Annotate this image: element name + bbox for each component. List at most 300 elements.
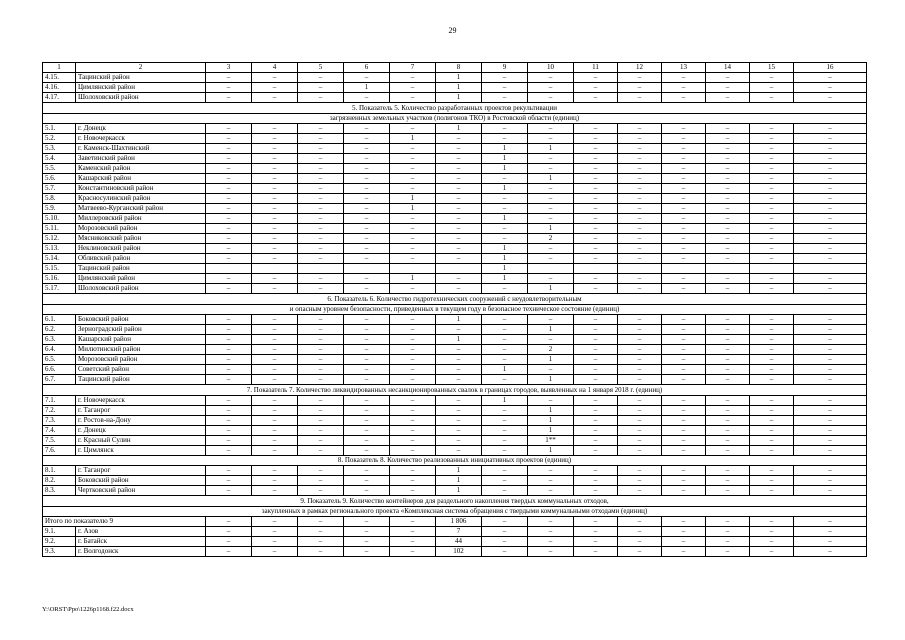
value-cell: –: [750, 445, 794, 455]
municipality-name: Морозовский район: [76, 355, 206, 365]
value-cell: 1**: [528, 435, 574, 445]
section-heading-row: [43, 304, 867, 315]
value-cell: –: [750, 93, 794, 103]
value-cell: –: [436, 274, 482, 284]
municipality-name: г. Волгодонск: [76, 547, 206, 557]
value-cell: –: [794, 234, 867, 244]
value-cell: –: [662, 375, 706, 385]
row-number: 8.3.: [43, 486, 76, 496]
value-cell: –: [344, 547, 390, 557]
value-cell: –: [574, 154, 618, 164]
value-cell: 1: [344, 83, 390, 93]
value-cell: 1: [390, 274, 436, 284]
value-cell: –: [298, 93, 344, 103]
row-number: 7.3.: [43, 415, 76, 425]
value-cell: –: [298, 73, 344, 83]
value-cell: –: [206, 73, 252, 83]
value-cell: –: [206, 194, 252, 204]
value-cell: –: [750, 375, 794, 385]
value-cell: –: [206, 325, 252, 335]
value-cell: –: [206, 83, 252, 93]
value-cell: –: [750, 517, 794, 527]
table-row: [43, 174, 867, 184]
row-number: 5.1.: [43, 124, 76, 134]
table-row: [43, 214, 867, 224]
value-cell: –: [574, 124, 618, 134]
value-cell: 2: [528, 345, 574, 355]
value-cell: –: [298, 194, 344, 204]
value-cell: 2: [528, 234, 574, 244]
value-cell: –: [436, 204, 482, 214]
value-cell: –: [298, 425, 344, 435]
row-number: 5.13.: [43, 244, 76, 254]
section-heading: закупленных в рамках регионального проекта «Комплексная система обращения с твердыми коммунальными отходами (единиц): [43, 506, 867, 517]
value-cell: –: [390, 174, 436, 184]
value-cell: 1: [436, 93, 482, 103]
table-row: [43, 73, 867, 83]
value-cell: –: [252, 445, 298, 455]
value-cell: –: [390, 284, 436, 294]
value-cell: –: [794, 476, 867, 486]
value-cell: 1: [482, 214, 528, 224]
value-cell: –: [298, 355, 344, 365]
value-cell: –: [750, 335, 794, 345]
value-cell: –: [252, 476, 298, 486]
value-cell: –: [574, 537, 618, 547]
value-cell: –: [298, 435, 344, 445]
value-cell: –: [618, 234, 662, 244]
value-cell: –: [794, 315, 867, 325]
value-cell: –: [794, 73, 867, 83]
value-cell: –: [344, 537, 390, 547]
value-cell: –: [206, 144, 252, 154]
value-cell: –: [528, 124, 574, 134]
value-cell: –: [662, 124, 706, 134]
municipality-name: Кашарский район: [76, 174, 206, 184]
value-cell: –: [528, 274, 574, 284]
value-cell: –: [706, 124, 750, 134]
value-cell: –: [252, 537, 298, 547]
row-number: 6.5.: [43, 355, 76, 365]
value-cell: –: [618, 315, 662, 325]
value-cell: –: [482, 466, 528, 476]
value-cell: –: [528, 254, 574, 264]
row-number: 4.17.: [43, 93, 76, 103]
value-cell: –: [662, 274, 706, 284]
value-cell: –: [528, 466, 574, 476]
value-cell: 1: [528, 445, 574, 455]
value-cell: –: [528, 537, 574, 547]
value-cell: –: [618, 486, 662, 496]
row-number: 5.14.: [43, 254, 76, 264]
value-cell: –: [344, 93, 390, 103]
value-cell: 1: [436, 73, 482, 83]
value-cell: –: [206, 274, 252, 284]
value-cell: –: [298, 335, 344, 345]
value-cell: –: [574, 274, 618, 284]
value-cell: –: [662, 254, 706, 264]
value-cell: –: [794, 547, 867, 557]
value-cell: –: [794, 415, 867, 425]
value-cell: [344, 264, 390, 274]
value-cell: –: [482, 537, 528, 547]
value-cell: –: [706, 537, 750, 547]
value-cell: –: [618, 476, 662, 486]
value-cell: –: [344, 174, 390, 184]
value-cell: 1: [528, 224, 574, 234]
value-cell: –: [574, 425, 618, 435]
municipality-name: Боковский район: [76, 315, 206, 325]
municipality-name: Шолоховский район: [76, 93, 206, 103]
municipality-name: г. Таганрог: [76, 466, 206, 476]
value-cell: –: [662, 184, 706, 194]
value-cell: –: [662, 415, 706, 425]
value-cell: –: [298, 375, 344, 385]
value-cell: –: [794, 435, 867, 445]
table-row: [43, 365, 867, 375]
value-cell: –: [618, 445, 662, 455]
column-number-cell: 14: [706, 63, 750, 73]
value-cell: –: [252, 435, 298, 445]
value-cell: –: [794, 486, 867, 496]
value-cell: –: [206, 537, 252, 547]
value-cell: –: [390, 73, 436, 83]
value-cell: –: [436, 284, 482, 294]
value-cell: –: [706, 93, 750, 103]
value-cell: [750, 264, 794, 274]
value-cell: –: [344, 254, 390, 264]
value-cell: –: [750, 345, 794, 355]
value-cell: –: [390, 345, 436, 355]
value-cell: –: [252, 154, 298, 164]
value-cell: –: [344, 486, 390, 496]
value-cell: –: [662, 204, 706, 214]
value-cell: –: [344, 244, 390, 254]
municipality-name: Советский район: [76, 365, 206, 375]
municipality-name: Морозовский район: [76, 224, 206, 234]
value-cell: –: [574, 476, 618, 486]
value-cell: –: [794, 93, 867, 103]
value-cell: –: [390, 244, 436, 254]
value-cell: –: [618, 547, 662, 557]
value-cell: –: [436, 445, 482, 455]
value-cell: [206, 264, 252, 274]
value-cell: –: [298, 395, 344, 405]
value-cell: –: [482, 224, 528, 234]
value-cell: –: [390, 486, 436, 496]
column-number-cell: 16: [794, 63, 867, 73]
value-cell: 1: [436, 83, 482, 93]
total-label: Итого по показателю 9: [43, 517, 206, 527]
value-cell: –: [618, 325, 662, 335]
row-number: 5.9.: [43, 204, 76, 214]
municipality-name: Чертковский район: [76, 486, 206, 496]
row-number: 9.2.: [43, 537, 76, 547]
value-cell: –: [344, 476, 390, 486]
municipality-name: Неклиновский район: [76, 244, 206, 254]
value-cell: –: [662, 144, 706, 154]
table-row: [43, 154, 867, 164]
value-cell: –: [618, 345, 662, 355]
value-cell: –: [252, 547, 298, 557]
row-number: 9.1.: [43, 527, 76, 537]
value-cell: –: [662, 445, 706, 455]
value-cell: –: [618, 375, 662, 385]
value-cell: –: [252, 466, 298, 476]
table-row: [43, 164, 867, 174]
value-cell: –: [574, 375, 618, 385]
value-cell: –: [574, 466, 618, 476]
section-heading: 8. Показатель 8. Количество реализованных инициативных проектов (единиц): [43, 455, 867, 466]
value-cell: –: [750, 214, 794, 224]
value-cell: –: [706, 415, 750, 425]
value-cell: –: [482, 174, 528, 184]
value-cell: –: [794, 325, 867, 335]
value-cell: –: [344, 527, 390, 537]
value-cell: –: [390, 325, 436, 335]
table-row: [43, 284, 867, 294]
value-cell: –: [252, 83, 298, 93]
value-cell: –: [390, 466, 436, 476]
value-cell: –: [482, 284, 528, 294]
value-cell: –: [482, 73, 528, 83]
value-cell: –: [794, 184, 867, 194]
value-cell: –: [390, 425, 436, 435]
value-cell: –: [390, 144, 436, 154]
value-cell: –: [750, 174, 794, 184]
value-cell: –: [794, 274, 867, 284]
value-cell: –: [252, 425, 298, 435]
section-heading: загрязненных земельных участков (полигонов ТКО) в Ростовской области (единиц): [43, 113, 867, 124]
value-cell: 1: [482, 154, 528, 164]
value-cell: –: [344, 134, 390, 144]
column-number-cell: 6: [344, 63, 390, 73]
value-cell: –: [574, 164, 618, 174]
value-cell: –: [436, 395, 482, 405]
value-cell: –: [706, 73, 750, 83]
row-number: 5.6.: [43, 174, 76, 184]
table-row: [43, 144, 867, 154]
municipality-name: Боковский район: [76, 476, 206, 486]
value-cell: –: [750, 284, 794, 294]
value-cell: –: [706, 254, 750, 264]
value-cell: –: [206, 415, 252, 425]
table-row: [43, 134, 867, 144]
value-cell: –: [662, 164, 706, 174]
value-cell: –: [528, 527, 574, 537]
value-cell: –: [252, 517, 298, 527]
value-cell: –: [252, 254, 298, 264]
value-cell: –: [344, 517, 390, 527]
value-cell: –: [662, 547, 706, 557]
value-cell: –: [252, 244, 298, 254]
value-cell: 1: [528, 375, 574, 385]
table-row: [43, 425, 867, 435]
value-cell: –: [482, 435, 528, 445]
value-cell: –: [206, 234, 252, 244]
value-cell: –: [750, 254, 794, 264]
value-cell: –: [662, 335, 706, 345]
value-cell: –: [618, 254, 662, 264]
value-cell: –: [794, 517, 867, 527]
value-cell: –: [706, 214, 750, 224]
value-cell: –: [390, 375, 436, 385]
value-cell: –: [618, 214, 662, 224]
value-cell: –: [794, 134, 867, 144]
municipality-name: г. Таганрог: [76, 405, 206, 415]
value-cell: –: [662, 517, 706, 527]
value-cell: 1: [436, 466, 482, 476]
value-cell: 1: [390, 194, 436, 204]
table-row: [43, 234, 867, 244]
value-cell: –: [618, 335, 662, 345]
value-cell: –: [344, 214, 390, 224]
value-cell: –: [298, 445, 344, 455]
value-cell: –: [706, 224, 750, 234]
value-cell: –: [252, 124, 298, 134]
value-cell: –: [482, 124, 528, 134]
value-cell: –: [344, 154, 390, 164]
value-cell: –: [252, 405, 298, 415]
value-cell: –: [390, 254, 436, 264]
value-cell: [528, 264, 574, 274]
value-cell: –: [794, 527, 867, 537]
value-cell: –: [298, 244, 344, 254]
value-cell: –: [482, 476, 528, 486]
value-cell: –: [252, 144, 298, 154]
value-cell: 1: [482, 184, 528, 194]
value-cell: –: [618, 184, 662, 194]
value-cell: –: [298, 527, 344, 537]
value-cell: –: [662, 174, 706, 184]
value-cell: –: [662, 83, 706, 93]
table-row: [43, 83, 867, 93]
value-cell: 1: [482, 164, 528, 174]
value-cell: –: [750, 537, 794, 547]
column-number-row: [43, 63, 867, 73]
value-cell: –: [252, 73, 298, 83]
municipality-name: Обливский район: [76, 254, 206, 264]
value-cell: –: [706, 174, 750, 184]
value-cell: –: [252, 274, 298, 284]
table-row: [43, 527, 867, 537]
table-row: [43, 537, 867, 547]
value-cell: –: [298, 254, 344, 264]
value-cell: 1: [482, 395, 528, 405]
value-cell: –: [206, 93, 252, 103]
value-cell: –: [252, 164, 298, 174]
value-cell: 1: [528, 415, 574, 425]
value-cell: –: [574, 445, 618, 455]
value-cell: –: [574, 435, 618, 445]
value-cell: –: [574, 415, 618, 425]
value-cell: –: [618, 405, 662, 415]
value-cell: 1 806: [436, 517, 482, 527]
value-cell: –: [298, 365, 344, 375]
value-cell: 1: [482, 244, 528, 254]
value-cell: –: [618, 224, 662, 234]
value-cell: –: [482, 405, 528, 415]
value-cell: –: [662, 284, 706, 294]
value-cell: –: [574, 355, 618, 365]
value-cell: –: [252, 345, 298, 355]
section-heading-row: [43, 103, 867, 114]
value-cell: –: [298, 124, 344, 134]
value-cell: –: [574, 134, 618, 144]
value-cell: –: [750, 547, 794, 557]
table-row: [43, 476, 867, 486]
value-cell: –: [574, 254, 618, 264]
value-cell: 1: [482, 254, 528, 264]
value-cell: –: [794, 204, 867, 214]
table-row: [43, 325, 867, 335]
value-cell: –: [618, 93, 662, 103]
value-cell: –: [390, 517, 436, 527]
municipality-name: Матвеево-Курганский район: [76, 204, 206, 214]
row-number: 6.2.: [43, 325, 76, 335]
value-cell: –: [794, 355, 867, 365]
value-cell: –: [436, 415, 482, 425]
municipality-name: Цимлянский район: [76, 83, 206, 93]
table-row: [43, 445, 867, 455]
value-cell: –: [662, 244, 706, 254]
value-cell: –: [482, 547, 528, 557]
value-cell: –: [252, 315, 298, 325]
value-cell: –: [390, 527, 436, 537]
value-cell: 7: [436, 527, 482, 537]
value-cell: –: [574, 73, 618, 83]
value-cell: –: [298, 154, 344, 164]
table-row: [43, 355, 867, 365]
value-cell: –: [706, 547, 750, 557]
value-cell: –: [344, 435, 390, 445]
value-cell: –: [206, 244, 252, 254]
value-cell: –: [618, 164, 662, 174]
table-row: [43, 345, 867, 355]
row-number: 8.1.: [43, 466, 76, 476]
row-number: 5.15.: [43, 264, 76, 274]
value-cell: –: [618, 204, 662, 214]
value-cell: –: [794, 425, 867, 435]
value-cell: –: [298, 537, 344, 547]
municipality-name: Зерноградский район: [76, 325, 206, 335]
value-cell: –: [750, 124, 794, 134]
value-cell: –: [344, 335, 390, 345]
value-cell: –: [528, 315, 574, 325]
value-cell: –: [206, 224, 252, 234]
value-cell: –: [298, 466, 344, 476]
value-cell: [662, 264, 706, 274]
value-cell: –: [706, 83, 750, 93]
value-cell: –: [662, 405, 706, 415]
section-heading-row: [43, 113, 867, 124]
value-cell: –: [482, 425, 528, 435]
municipality-name: г. Донецк: [76, 124, 206, 134]
indicators-table: [42, 62, 867, 557]
table-row: [43, 194, 867, 204]
value-cell: –: [750, 415, 794, 425]
row-number: 6.3.: [43, 335, 76, 345]
value-cell: –: [662, 365, 706, 375]
municipality-name: Милютинский район: [76, 345, 206, 355]
municipality-name: Тацинский район: [76, 264, 206, 274]
value-cell: –: [750, 184, 794, 194]
section-heading-row: [43, 385, 867, 396]
value-cell: –: [706, 184, 750, 194]
column-number-cell: 4: [252, 63, 298, 73]
value-cell: –: [706, 517, 750, 527]
value-cell: –: [750, 486, 794, 496]
